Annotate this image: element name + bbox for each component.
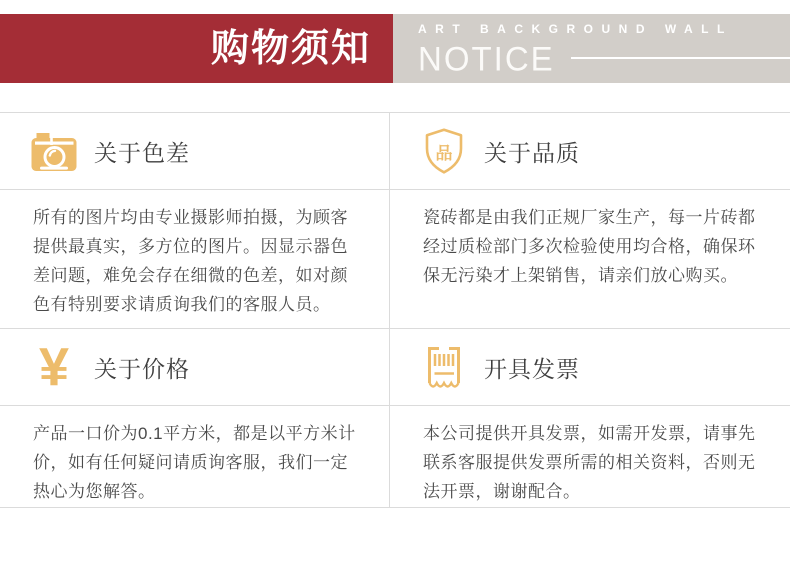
notice-grid bbox=[0, 112, 790, 508]
body-text: 所有的图片均由专业摄影师拍摄，为顾客提供最真实，多方位的图片。因显示器色差问题，难免会存在细微的色差，如对颜色有特别要求请质询我们的客服人员。 bbox=[33, 208, 348, 314]
yen-icon bbox=[30, 337, 78, 397]
section-header-quality bbox=[390, 113, 790, 190]
shield-glyph: 品 bbox=[435, 144, 453, 163]
brand-banner-block bbox=[393, 14, 790, 83]
body-text: 本公司提供开具发票，如需开发票，请事先联系客服提供发票所需的相关资料，否则无法开票，谢谢配合。 bbox=[423, 424, 756, 501]
receipt-icon bbox=[420, 343, 468, 391]
shopping-notice-page bbox=[0, 14, 790, 575]
header-banner bbox=[0, 14, 790, 83]
notice-subtitle: NOTICE bbox=[418, 38, 555, 78]
notice-subtitle-row bbox=[418, 38, 790, 78]
section-header-color-difference bbox=[0, 113, 390, 190]
section-title: 关于价格 bbox=[94, 355, 190, 382]
camera-icon bbox=[30, 127, 78, 175]
brand-tagline: ART BACKGROUND WALL bbox=[418, 21, 733, 36]
section-body-quality bbox=[390, 190, 790, 329]
page-title: 购物须知 bbox=[210, 27, 371, 70]
body-text: 产品一口价为0.1平方米，都是以平方米计价，如有任何疑问请质询客服，我们一定热心为您解答。 bbox=[33, 424, 356, 501]
section-header-price bbox=[0, 329, 390, 406]
decorative-rule bbox=[571, 57, 790, 59]
notice-title-block bbox=[0, 14, 393, 83]
section-title: 关于色差 bbox=[94, 139, 190, 166]
section-title: 关于品质 bbox=[484, 139, 580, 166]
section-body-invoice bbox=[390, 406, 790, 507]
shield-icon bbox=[420, 127, 468, 175]
section-header-invoice bbox=[390, 329, 790, 406]
section-title: 开具发票 bbox=[484, 355, 580, 382]
yen-glyph: ¥ bbox=[38, 337, 70, 397]
section-body-price bbox=[0, 406, 390, 507]
body-text: 瓷砖都是由我们正规厂家生产，每一片砖都经过质检部门多次检验使用均合格，确保环保无污染才上架销售，请亲们放心购买。 bbox=[423, 208, 756, 285]
section-body-color-difference bbox=[0, 190, 390, 329]
